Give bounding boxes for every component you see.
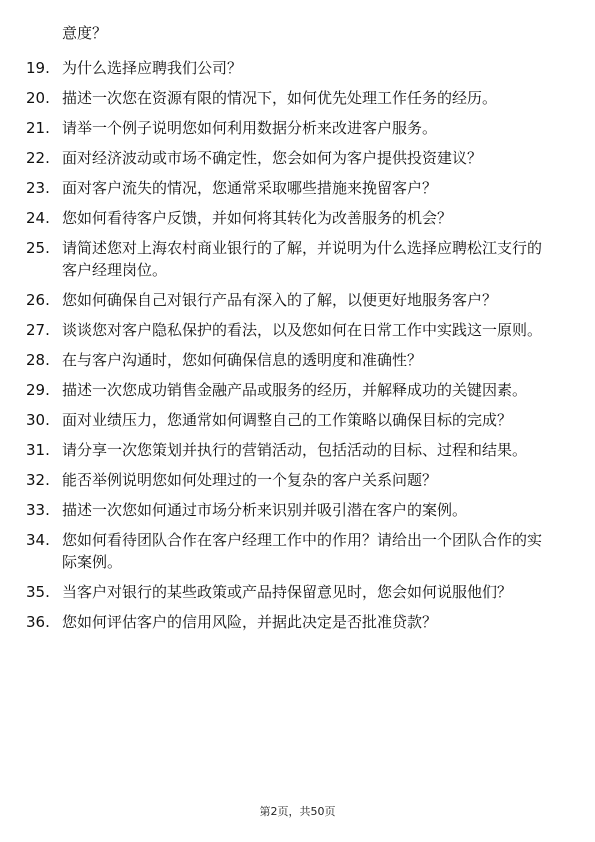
question-text: 您如何评估客户的信用风险，并据此决定是否批准贷款？ [62,613,438,631]
question-item [0,469,595,491]
question-text: 描述一次您如何通过市场分析来识别并吸引潜在客户的案例。 [62,501,468,519]
question-text: 谈谈您对客户隐私保护的看法，以及您如何在日常工作中实践这一原则。 [62,321,543,339]
question-item [0,611,595,633]
question-number: 33. [26,501,50,519]
question-text: 请分享一次您策划并执行的营销活动，包括活动的目标、过程和结果。 [62,441,528,459]
question-item [0,57,595,79]
question-number: 20. [26,89,50,107]
page-footer: 第2页，共50页 [259,805,336,818]
question-item [0,581,595,603]
question-number: 22. [26,149,50,167]
question-text: 为什么选择应聘我们公司？ [62,59,243,77]
question-text: 请简述您对上海农村商业银行的了解，并说明为什么选择应聘松江支行的客户经理岗位。 [62,239,543,279]
question-text: 您如何确保自己对银行产品有深入的了解，以便更好地服务客户？ [62,291,498,309]
question-text: 描述一次您在资源有限的情况下，如何优先处理工作任务的经历。 [62,89,498,107]
question-item [0,439,595,461]
question-text: 您如何看待团队合作在客户经理工作中的作用？请给出一个团队合作的实际案例。 [62,531,543,571]
question-number: 35. [26,583,50,601]
question-item [0,117,595,139]
question-item [0,319,595,341]
question-text: 请举一个例子说明您如何利用数据分析来改进客户服务。 [62,119,438,137]
question-item [0,499,595,521]
question-number: 27. [26,321,50,339]
question-item [0,177,595,199]
continuation-text: 意度？ [62,24,108,42]
question-list [0,57,595,641]
question-number: 34. [26,531,50,549]
question-item [0,207,595,229]
question-number: 30. [26,411,50,429]
question-item [0,87,595,109]
question-number: 24. [26,209,50,227]
question-text: 能否举例说明您如何处理过的一个复杂的客户关系问题？ [62,471,438,489]
question-number: 29. [26,381,50,399]
question-number: 32. [26,471,50,489]
question-number: 23. [26,179,50,197]
question-item [0,349,595,371]
question-text: 面对经济波动或市场不确定性，您会如何为客户提供投资建议？ [62,149,483,167]
question-item [0,529,595,573]
question-item [0,379,595,401]
question-number: 19. [26,59,50,77]
question-number: 31. [26,441,50,459]
question-item [0,289,595,311]
question-text: 您如何看待客户反馈，并如何将其转化为改善服务的机会？ [62,209,453,227]
question-text: 面对客户流失的情况，您通常采取哪些措施来挽留客户？ [62,179,438,197]
question-text: 在与客户沟通时，您如何确保信息的透明度和准确性？ [62,351,423,369]
question-number: 25. [26,239,50,257]
question-number: 26. [26,291,50,309]
question-text: 描述一次您成功销售金融产品或服务的经历，并解释成功的关键因素。 [62,381,528,399]
question-number: 36. [26,613,50,631]
question-text: 面对业绩压力，您通常如何调整自己的工作策略以确保目标的完成？ [62,411,513,429]
question-text: 当客户对银行的某些政策或产品持保留意见时，您会如何说服他们？ [62,583,513,601]
question-number: 28. [26,351,50,369]
question-number: 21. [26,119,50,137]
question-item [0,147,595,169]
question-item [0,237,595,281]
question-item [0,409,595,431]
